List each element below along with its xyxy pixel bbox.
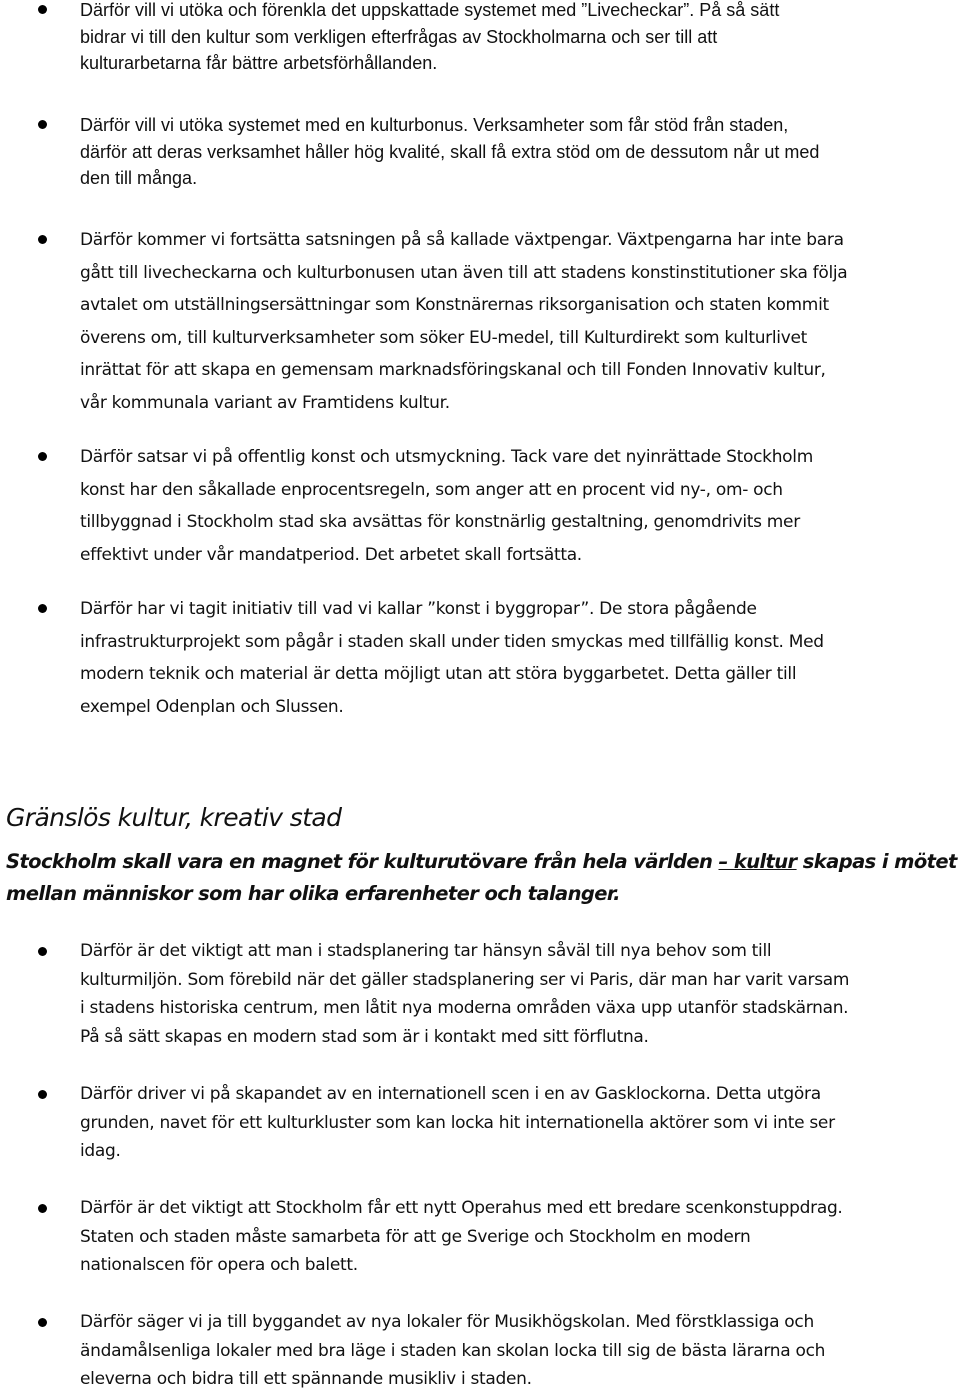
bullet-text: [80, 0, 960, 77]
text-line: bidrar vi till den kultur som verkligen efterfrågas av Stockholmarna och ser till att: [80, 26, 718, 47]
bullet-icon: [38, 235, 47, 244]
text-line: konst har den såkallade enprocentsregeln, som anger att en procent vid ny-, om- och: [80, 479, 783, 500]
text-line: avtalet om utställningsersättningar som Konstnärernas riksorganisation och staten kommit: [80, 295, 829, 315]
text-line: kulturmiljön. Som förebild när det gäller stadsplanering ser vi Paris, där man har varit varsam: [80, 969, 850, 990]
text-line: Därför kommer vi fortsätta satsningen på så kallade växtpengar. Växtpengarna har inte bara: [80, 230, 844, 250]
list-item: [0, 593, 960, 723]
text-line: infrastrukturprojekt som pågår i staden skall under tiden smyckas med tillfällig konst. Med: [80, 631, 824, 652]
text-line: Därför är det viktigt att man i stadsplanering tar hänsyn såväl till nya behov som till: [80, 941, 772, 961]
text-line: Därför vill vi utöka systemet med en kulturbonus. Verksamheter som får stöd från staden,: [80, 115, 789, 135]
text-line: överens om, till kulturverksamheter som söker EU-medel, till Kulturdirekt som kulturlivet: [80, 327, 807, 348]
text-line: ändamålsenliga lokaler med bra läge i staden kan skolan locka till sig de bästa lärarna och: [80, 1340, 826, 1361]
list-item: [0, 224, 960, 419]
text-line: Därför vill vi utöka och förenkla det uppskattade systemet med ”Livecheckar”. På så sätt: [80, 0, 780, 20]
bullet-text: [80, 1194, 960, 1280]
bullet-text: [80, 1080, 960, 1166]
list-item: [0, 0, 960, 77]
bullet-icon: [38, 947, 47, 956]
subheading-line-1: [6, 846, 960, 878]
bullet-icon: [38, 120, 47, 129]
bullet-icon: [38, 1090, 47, 1099]
bullet-icon: [38, 5, 47, 14]
text-line: den till många.: [80, 168, 198, 188]
subheading-underlined: – kultur: [718, 850, 797, 873]
subheading-text: skapas i mötet: [796, 850, 957, 873]
text-line: kulturarbetarna får bättre arbetsförhållanden.: [80, 53, 438, 73]
text-line: grunden, navet för ett kulturkluster som kan locka hit internationella aktörer som vi inte ser: [80, 1112, 835, 1133]
text-line: vår kommunala variant av Framtidens kultur.: [80, 392, 450, 413]
text-line: nationalscen för opera och balett.: [80, 1255, 358, 1275]
bullet-icon: [38, 452, 47, 461]
text-line: tillbyggnad i Stockholm stad ska avsättas för konstnärlig gestaltning, genomdrivits mer: [80, 512, 800, 532]
section-heading: Gränslös kultur, kreativ stad: [6, 803, 342, 832]
text-line: exempel Odenplan och Slussen.: [80, 696, 344, 717]
bullet-icon: [38, 1204, 47, 1213]
subheading-text: Stockholm skall vara en magnet för kulturutövare från hela världen: [6, 850, 719, 873]
bullet-text: [80, 441, 960, 571]
bullet-text: [80, 112, 960, 192]
text-line: inrättat för att skapa en gemensam marknadsföringskanal och till Fonden Innovativ kultur,: [80, 360, 826, 380]
bullet-text: [80, 224, 960, 419]
section-subheading: [6, 846, 960, 910]
text-line: effektivt under vår mandatperiod. Det arbetet skall fortsätta.: [80, 544, 582, 565]
bullet-text: [80, 1308, 960, 1394]
bullet-text: [80, 937, 960, 1051]
text-line: i stadens historiska centrum, men låtit nya moderna områden växa upp utanför stadskärnan.: [80, 998, 849, 1018]
text-line: Därför satsar vi på offentlig konst och utsmyckning. Tack vare det nyinrättade Stockholm: [80, 447, 813, 467]
bullet-text: [80, 593, 960, 723]
text-line: Därför säger vi ja till byggandet av nya lokaler för Musikhögskolan. Med förstklassiga och: [80, 1312, 814, 1332]
text-line: gått till livecheckarna och kulturbonusen utan även till att stadens konstinstitutioner ska följa: [80, 262, 848, 283]
text-line: Därför driver vi på skapandet av en internationell scen i en av Gasklockorna. Detta utgöra: [80, 1084, 821, 1104]
list-item: [0, 112, 960, 192]
bullet-icon: [38, 1318, 47, 1327]
text-line: Staten och staden måste samarbeta för att ge Sverige och Stockholm en modern: [80, 1226, 751, 1247]
text-line: idag.: [80, 1141, 121, 1161]
list-item: [0, 1194, 960, 1280]
list-item: [0, 937, 960, 1051]
text-line: därför att deras verksamhet håller hög kvalité, skall få extra stöd om de dessutom når ut med: [80, 141, 820, 162]
subheading-line-2: mellan människor som har olika erfarenheter och talanger.: [6, 882, 620, 905]
list-item: [0, 441, 960, 571]
text-line: På så sätt skapas en modern stad som är i kontakt med sitt förflutna.: [80, 1026, 649, 1047]
text-line: Därför är det viktigt att Stockholm får ett nytt Operahus med ett bredare scenkonstuppdrag.: [80, 1198, 843, 1218]
text-line: eleverna och bidra till ett spännande musikliv i staden.: [80, 1369, 532, 1389]
list-item: [0, 1308, 960, 1394]
text-line: modern teknik och material är detta möjligt utan att störa byggarbetet. Detta gäller till: [80, 664, 797, 684]
list-item: [0, 1080, 960, 1166]
text-line: Därför har vi tagit initiativ till vad vi kallar ”konst i byggropar”. De stora pågående: [80, 599, 757, 619]
bullet-icon: [38, 604, 47, 613]
